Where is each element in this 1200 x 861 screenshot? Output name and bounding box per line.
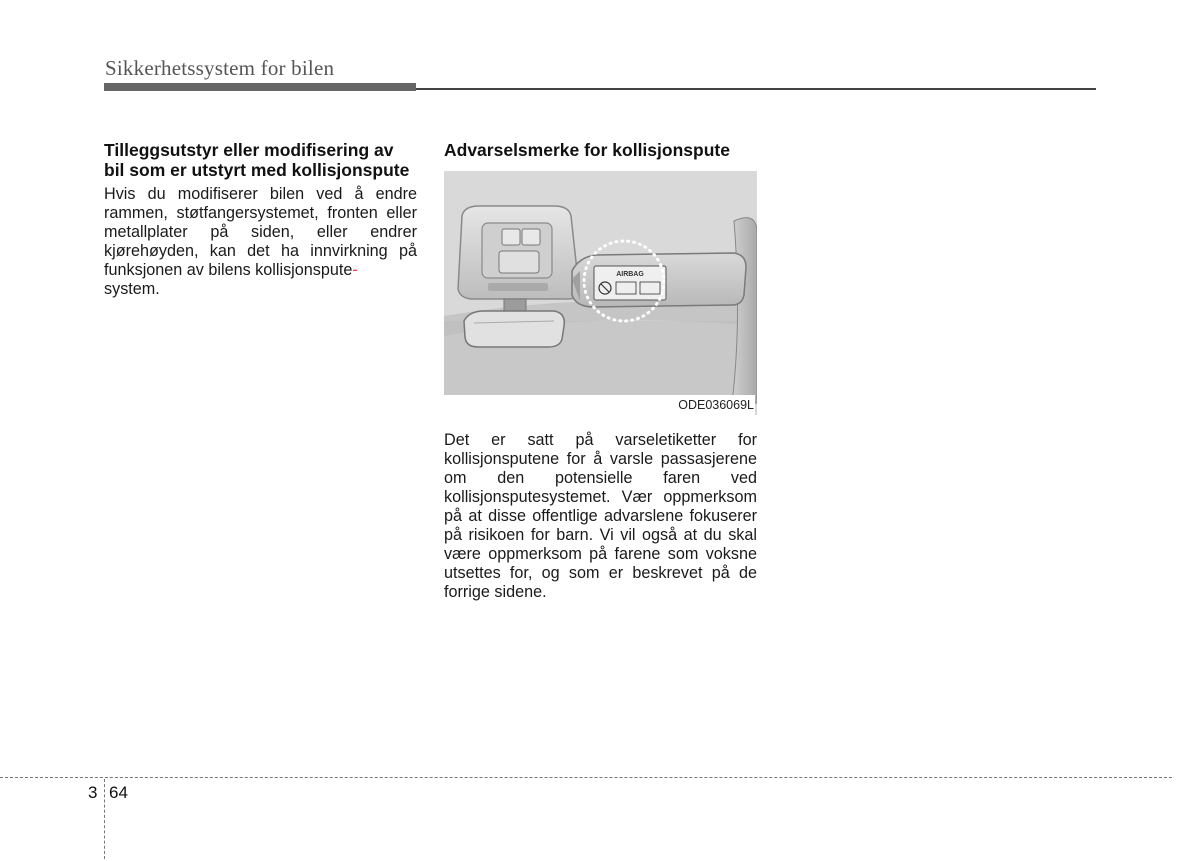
- footer-divider: [104, 779, 105, 859]
- page-header-title: Sikkerhetssystem for bilen: [105, 56, 335, 80]
- body-text-main: Hvis du modifiserer bilen ved å endre rammen, støtfangersystemet, fronten eller metallplater på siden, eller endrer kjørehøyden, kan det ha innvirkning på funksjonen av bilens kollisjonspute: [104, 185, 417, 279]
- airbag-label-text: AIRBAG: [616, 271, 644, 278]
- section-heading-warning-label: Advarselsmerke for kollisjonspute: [444, 140, 730, 160]
- left-column: [104, 140, 417, 299]
- car-interior-drawing: [444, 171, 757, 415]
- page-number: 64: [109, 783, 128, 802]
- airbag-label-illustration: [444, 171, 757, 415]
- right-column: [444, 140, 757, 602]
- section-body-modification: [104, 185, 417, 299]
- header-rule-thin: [416, 88, 1096, 90]
- footer-rule: [0, 777, 1172, 778]
- header-rule-thick: [104, 83, 416, 91]
- section-heading-modification: Tilleggsutstyr eller modifisering av bil som er utstyrt med kollisjonspute: [104, 140, 410, 180]
- hyphen: -: [352, 261, 358, 279]
- chapter-number: 3: [88, 783, 98, 802]
- figure-caption: ODE036069L: [444, 395, 755, 415]
- section-body-warning-label: Det er satt på varseletiketter for kollisjonsputene for å varsle passasjerene om den potensielle faren ved kollisjonsputesystemet. Vær oppmerksom på at disse offentlige advarslene fokuserer på risikoen for barn. Vi vil også at du skal være oppmerksom på farene som voksne utsettes for, og som er beskrevet på de forrige sidene.: [444, 431, 757, 601]
- body-text-end: system.: [104, 280, 160, 298]
